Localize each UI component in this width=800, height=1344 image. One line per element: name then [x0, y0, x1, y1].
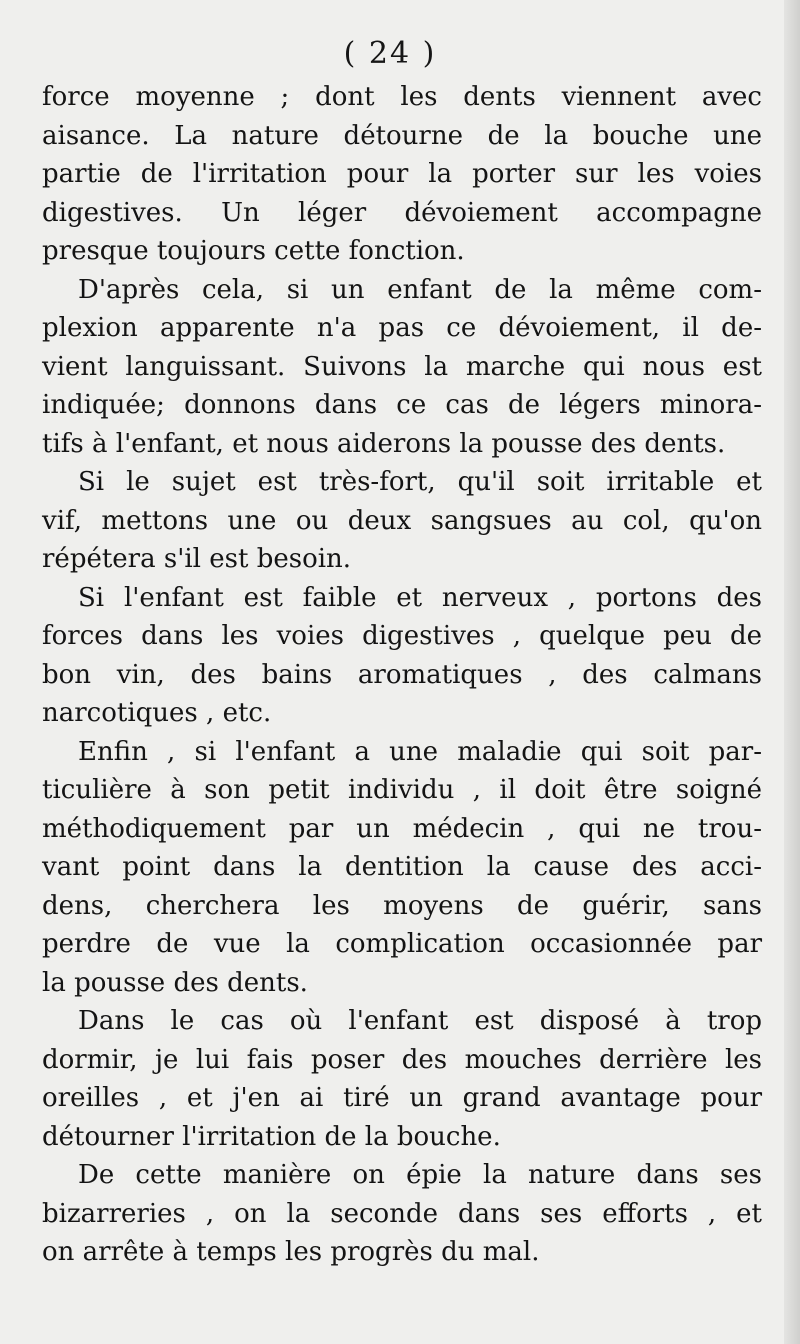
paragraph-7: [42, 1156, 762, 1272]
text-line: perdre de vue la complication occasionnée par: [42, 929, 762, 959]
page-edge-shadow: [784, 0, 800, 1344]
text-line: aisance. La nature détourne de la bouche une: [42, 120, 762, 151]
text-line: narcotiques , etc.: [42, 698, 272, 728]
text-line: ticulière à son petit individu , il doit être soigné: [42, 775, 762, 805]
paragraph-1: [42, 78, 762, 271]
page-number: ( 24 ): [343, 36, 437, 71]
text-line: Si le sujet est très-fort, qu'il soit irritable et: [78, 467, 762, 497]
text-line: oreilles , et j'en ai tiré un grand avantage pour: [42, 1083, 762, 1113]
text-line: presque toujours cette fonction.: [42, 236, 465, 266]
text-line: détourner l'irritation de la bouche.: [42, 1121, 501, 1152]
text-line: force moyenne ; dont les dents viennent avec: [42, 82, 762, 112]
text-line: Dans le cas où l'enfant est disposé à trop: [78, 1006, 762, 1036]
text-line: Si l'enfant est faible et nerveux , portons des: [78, 582, 762, 613]
text-line: vif, mettons une ou deux sangsues au col, qu'on: [42, 505, 762, 536]
text-line: on arrête à temps les progrès du mal.: [42, 1237, 540, 1267]
text-line: répétera s'il est besoin.: [42, 544, 352, 574]
text-line: vant point dans la dentition la cause des acci-: [42, 852, 762, 882]
text-line: digestives. Un léger dévoiement accompagne: [42, 197, 762, 228]
paragraph-3: [42, 463, 762, 579]
paragraph-5: [42, 733, 762, 1003]
body-text: [42, 78, 762, 1272]
text-line: tifs à l'enfant, et nous aiderons la pousse des dents.: [42, 428, 726, 459]
paragraph-6: [42, 1002, 762, 1156]
text-line: partie de l'irritation pour la porter sur les voies: [42, 159, 762, 189]
text-line: bon vin, des bains aromatiques , des calmans: [42, 659, 762, 690]
text-line: De cette manière on épie la nature dans ses: [78, 1160, 762, 1190]
text-line: D'après cela, si un enfant de la même com-: [78, 274, 762, 305]
paragraph-4: [42, 579, 762, 733]
text-line: plexion apparente n'a pas ce dévoiement, il de-: [42, 313, 762, 343]
text-line: méthodiquement par un médecin , qui ne trou-: [42, 813, 762, 844]
text-line: dormir, je lui fais poser des mouches derrière les: [42, 1044, 762, 1075]
text-line: vient languissant. Suivons la marche qui nous est: [42, 351, 762, 382]
text-line: dens, cherchera les moyens de guérir, sans: [42, 890, 762, 921]
text-line: la pousse des dents.: [42, 967, 308, 998]
text-line: indiquée; donnons dans ce cas de légers minora-: [42, 390, 762, 420]
text-line: forces dans les voies digestives , quelque peu de: [42, 621, 762, 651]
text-line: bizarreries , on la seconde dans ses efforts , et: [42, 1198, 762, 1229]
paragraph-2: [42, 271, 762, 464]
text-line: Enfin , si l'enfant a une maladie qui soit par-: [78, 736, 762, 767]
